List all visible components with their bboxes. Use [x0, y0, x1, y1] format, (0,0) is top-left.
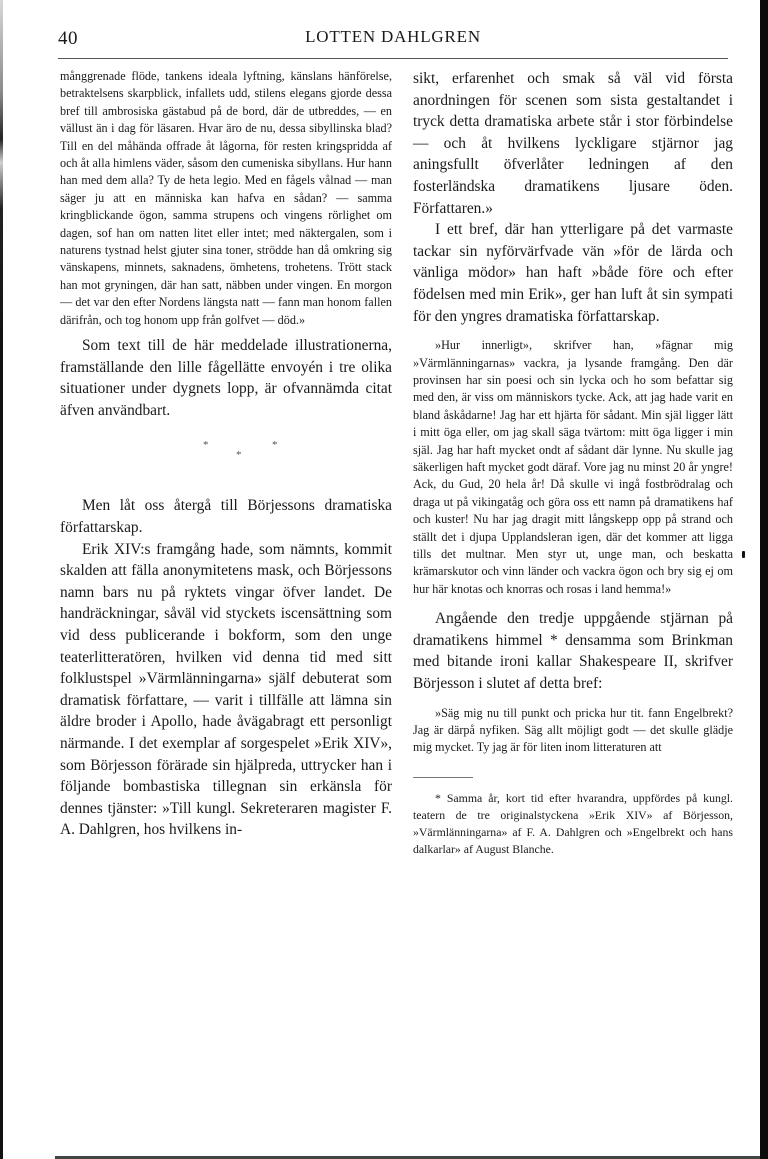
- asterism-star: *: [203, 439, 209, 452]
- asterism-star: *: [272, 439, 278, 452]
- right-column: [413, 68, 733, 859]
- paragraph-letter: I ett bref, där han ytterligare på det varmaste tackar sin nyförvärfvade vän »för de lärda och vänliga mödor» han haft »både före och efter födelsen med min Erik», ger han luft åt sin sympati för den yngres dramatiska författarskap.: [413, 221, 733, 325]
- footnote-rule: [413, 777, 473, 778]
- paragraph-return: Men låt oss återgå till Börjessons dramatiska författarskap.: [60, 497, 392, 537]
- paragraph-third-star: Angående den tredje uppgående stjärnan på dramatikens himmel * densamma som Brinkman med bitande ironi kallar Shakespeare II, skrifver Börjesson i slutet af detta bref:: [413, 610, 733, 692]
- section-break: [60, 435, 392, 495]
- page-number: 40: [58, 28, 78, 49]
- left-column: [60, 68, 392, 841]
- scan-edge-left: [0, 0, 3, 1159]
- letter-quote-2: »Säg mig nu till punkt och pricka hur tit. fann Engelbrekt? Jag är därpå nyfiken. Säg allt möjligt godt — det skulle glädje mig mycket. Ty jag är för liten inom litteraturen att: [413, 705, 733, 755]
- paragraph-dedication-end: sikt, erfarenhet och smak så väl vid första anordningen för scenen som sista gestaltandet i tryck detta dramatiska arbete står i stor förbindelse — och åt hvilkens lyckligare stjärnor jag aningsfullt öfverlåter ledningen af den fosterländska dramatikens ljusare öden. Författaren.»: [413, 70, 733, 217]
- scan-speck: [742, 551, 745, 558]
- paragraph-illustrations: Som text till de här meddelade illustrationerna, framställande den lille fågellätte envoyén i tre olika situationer under dygnets lopp, är ofvannämda citat äfven användbart.: [60, 337, 392, 419]
- footnote: * Samma år, kort tid efter hvarandra, uppfördes på kungl. teatern de tre originalstyckena »Erik XIV» af Börjesson, »Värmlänningarna» af F. A. Dahlgren och »Engelbrekt och hans dalkarlar» af August Blanche.: [413, 790, 733, 857]
- asterism-star: *: [236, 449, 242, 462]
- running-title: LOTTEN DAHLGREN: [305, 27, 481, 46]
- letter-quote-1: »Hur innerligt», skrifver han, »fägnar mig »Värmlänningarnas» vackra, ja lysande framgång. Den där provinsen har sin poesi och sin lycka och ho som befattar sig med den, är viss om människors tycke. Ack, att jag hade varit en bland åskådarne! Jag har ett hjärta för sådant. Min själ ligger lätt i mitt öga eller, om jag skall säga tvärtom: mitt öga ligger i min själ. Jag har haft mycket ondt af sådant där lynne. Nu skulle jag säkerligen haft mycket godt däraf. Vore jag nu minst 20 år yngre! Ack, du Gud, 20 hela år! Då skulle vi ingå fostbrödralag och draga ut på vikingatåg och göra oss ett namn på dramatikens haf och kuster! Nu har jag dragit mitt långskepp opp på strand och ställt det i djupa Upplandsleran igen, där det kommer att ligga tills det multnar. Men styr ut, unge man, och beskatta krämarskutor och vinn länder och vackra ögon och bry sig ej om hur här knotas och knorras och rosas i land hemma!»: [413, 338, 733, 596]
- scan-edge-right: [760, 0, 768, 1159]
- paragraph-erik-xiv: Erik XIV:s framgång hade, som nämnts, kommit skalden att fälla anonymitetens mask, och Börjessons namn bars nu på ryktets vingar öfver landet. De handräckningar, såväl vid styckets iscensättning som vid dess publicerande i bokform, som den unge teaterlitteratören, hvilken vid denna tid med sitt folklustspel »Värmlänningarna» själf debuterat som dramatisk författare, — varit i tillfälle att lämna sin äldre broder i Apollo, hade åvägabragt ett personligt närmande. I det exemplar af sorgespelet »Erik XIV», som Börjesson förärade sin hjälpreda, uttrycker han i följande bombastiska tillegnan sin erkänsla för dennes tjänster: »Till kungl. Sekreteraren magister F. A. Dahlgren, hos hvilkens in-: [60, 540, 392, 839]
- header-rule: [58, 58, 728, 59]
- quote-continuation: månggrenade flöde, tankens ideala lyftning, känslans hänförelse, betraktelsens skarpblick, infallets udd, stilens elegans gjorde dessa bref till ambrosiska gästabud på de bord, där de utbreddes, — en vällust än i dag för läsaren. Hvar äro de nu, dessa sibyllinska blad? Till en del måhända offrade åt lågorna, för resten kringspridda af och åt alla himlens väder, såsom den cumeniska sibyllans. Hur hann han med dem alla? Ty de heta legio. Med en fågels vålnad — man säger ju att en människa kan hafva en sådan? — samma kringblickande ögon, samma strupens och vingens rörlighet om dagen, sof han om natten litet eller intet; med näktergalen, som i naturens tystnad helst gjuter sina toner, strödde han då omkring sig vänskapens, minnets, saknadens, ömhetens, trohetens. Trött stack han mot gryningen, där han satt, näbben under vingen. En morgon — det var den efter Nordens längsta natt — fann man honom fallen därifrån, och tog honom upp från golfvet — död.»: [60, 69, 392, 327]
- running-head: [58, 24, 728, 48]
